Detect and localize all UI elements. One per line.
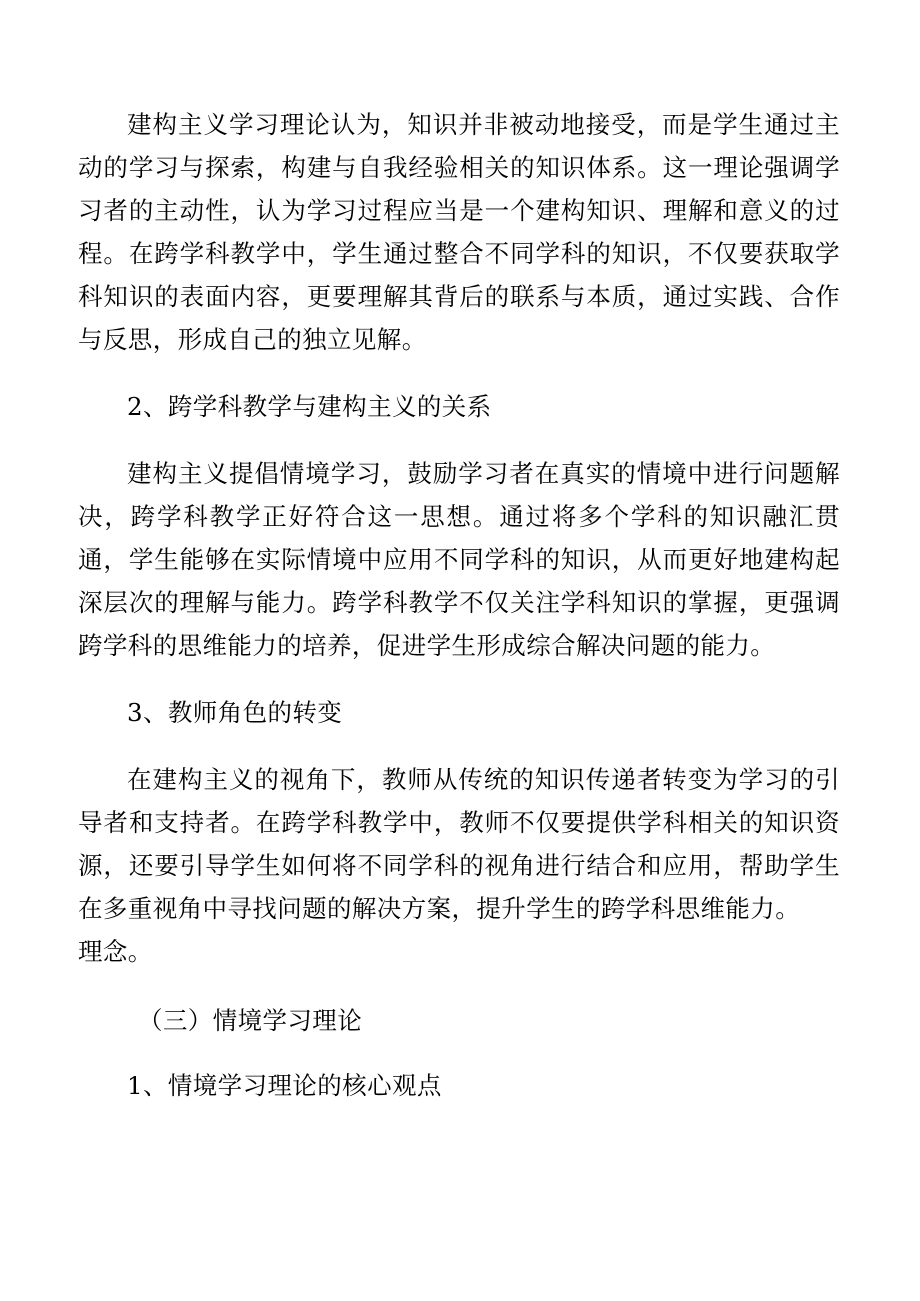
subheading-core-views: 1、情境学习理论的核心观点 [127,1071,442,1100]
document-body [78,103,840,1107]
paragraph-situated-learning: 建构主义提倡情境学习，鼓励学习者在真实的情境中进行问题解决，跨学科教学正好符合这一思想。通过将多个学科的知识融汇贯通，学生能够在实际情境中应用不同学科的知识，从而更好地建构起深层次的理解与能力。跨学科教学不仅关注学科知识的掌握，更强调跨学科的思维能力的培养，促进学生形成综合解决问题的能力。 [78,459,840,660]
paragraph-constructivism: 建构主义学习理论认为，知识并非被动地接受，而是学生通过主动的学习与探索，构建与自我经验相关的知识体系。这一理论强调学习者的主动性，认为学习过程应当是一个建构知识、理解和意义的过程。在跨学科教学中，学生通过整合不同学科的知识，不仅要获取学科知识的表面内容，更要理解其背后的联系与本质，通过实践、合作与反思，形成自己的独立见解。 [78,110,840,354]
heading-teacher-role: 3、教师角色的转变 [127,698,343,727]
paragraph-teacher-role: 在建构主义的视角下，教师从传统的知识传递者转变为学习的引导者和支持者。在跨学科教学中，教师不仅要提供学科相关的知识资源，还要引导学生如何将不同学科的视角进行结合和应用，帮助学生在多重视角中寻找问题的解决方案，提升学生的跨学科思维能力。 [78,765,840,923]
section-heading-situated-learning: （三）情境学习理论 [138,1006,363,1035]
heading-interdisciplinary-constructivism: 2、跨学科教学与建构主义的关系 [127,392,492,421]
tail-text: 理念。 [78,937,153,966]
